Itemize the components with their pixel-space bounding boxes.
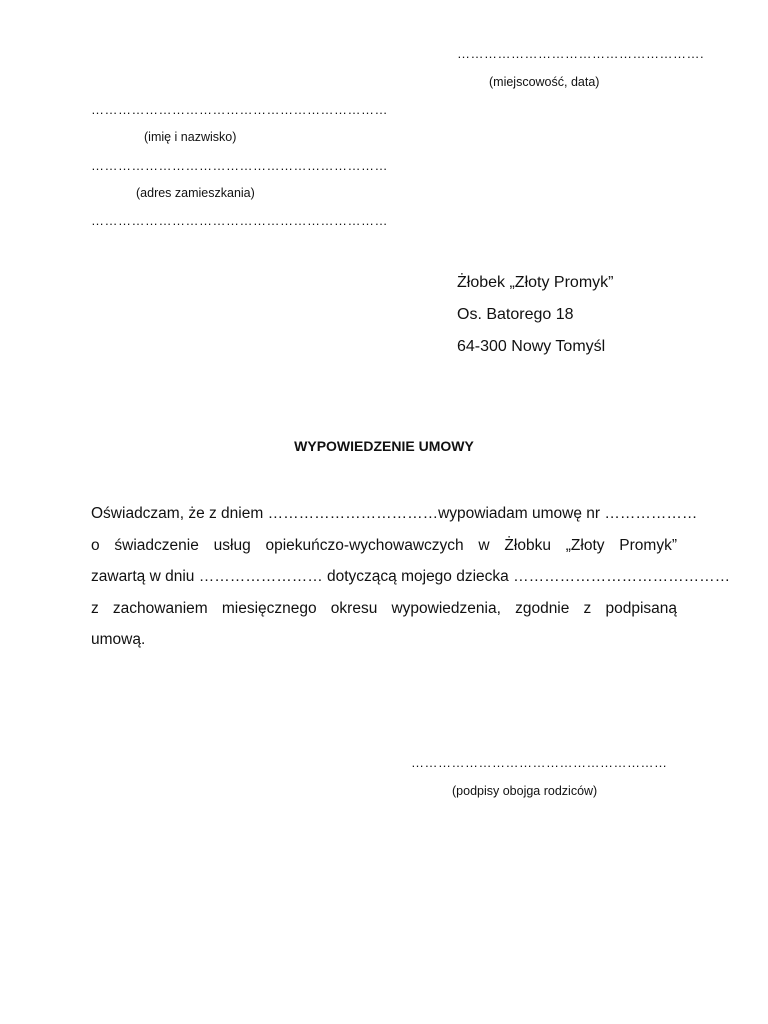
paragraph-line-5: umową. bbox=[91, 631, 146, 648]
sender-address-caption: (adres zamieszkania) bbox=[136, 186, 255, 200]
recipient-line-1: Żłobek „Złoty Promyk” bbox=[457, 274, 614, 291]
declaration-paragraph bbox=[91, 498, 731, 656]
paragraph-line-4: z zachowaniem miesięcznego okresu wypowiedzenia, zgodnie z podpisaną bbox=[91, 599, 677, 617]
sender-address-dots-1: ………………………………………………………… bbox=[91, 158, 388, 173]
sender-name-dots: ………………………………………………………… bbox=[91, 102, 388, 117]
sender-name-caption: (imię i nazwisko) bbox=[144, 130, 237, 144]
recipient-line-3: 64-300 Nowy Tomyśl bbox=[457, 338, 606, 355]
paragraph-line-2: o świadczenie usług opiekuńczo-wychowawczych w Żłobku „Złoty Promyk” bbox=[91, 536, 677, 554]
paragraph-line-3: zawartą w dniu …………………… dotyczącą mojego dziecka …………………………………… bbox=[91, 568, 731, 585]
recipient-line-2: Os. Batorego 18 bbox=[457, 306, 574, 323]
paragraph-line-1: Oświadczam, że z dniem ……………………………wypowiadam umowę nr ……………… bbox=[91, 505, 698, 522]
document-title: WYPOWIEDZENIE UMOWY bbox=[294, 438, 474, 454]
place-date-dots: ………………………………………………. bbox=[457, 46, 705, 61]
signature-caption: (podpisy obojga rodziców) bbox=[452, 784, 598, 798]
signature-dots: ………………………………………………… bbox=[411, 755, 668, 770]
place-date-caption: (miejscowość, data) bbox=[489, 75, 600, 89]
sender-address-dots-2: ………………………………………………………… bbox=[91, 213, 388, 228]
